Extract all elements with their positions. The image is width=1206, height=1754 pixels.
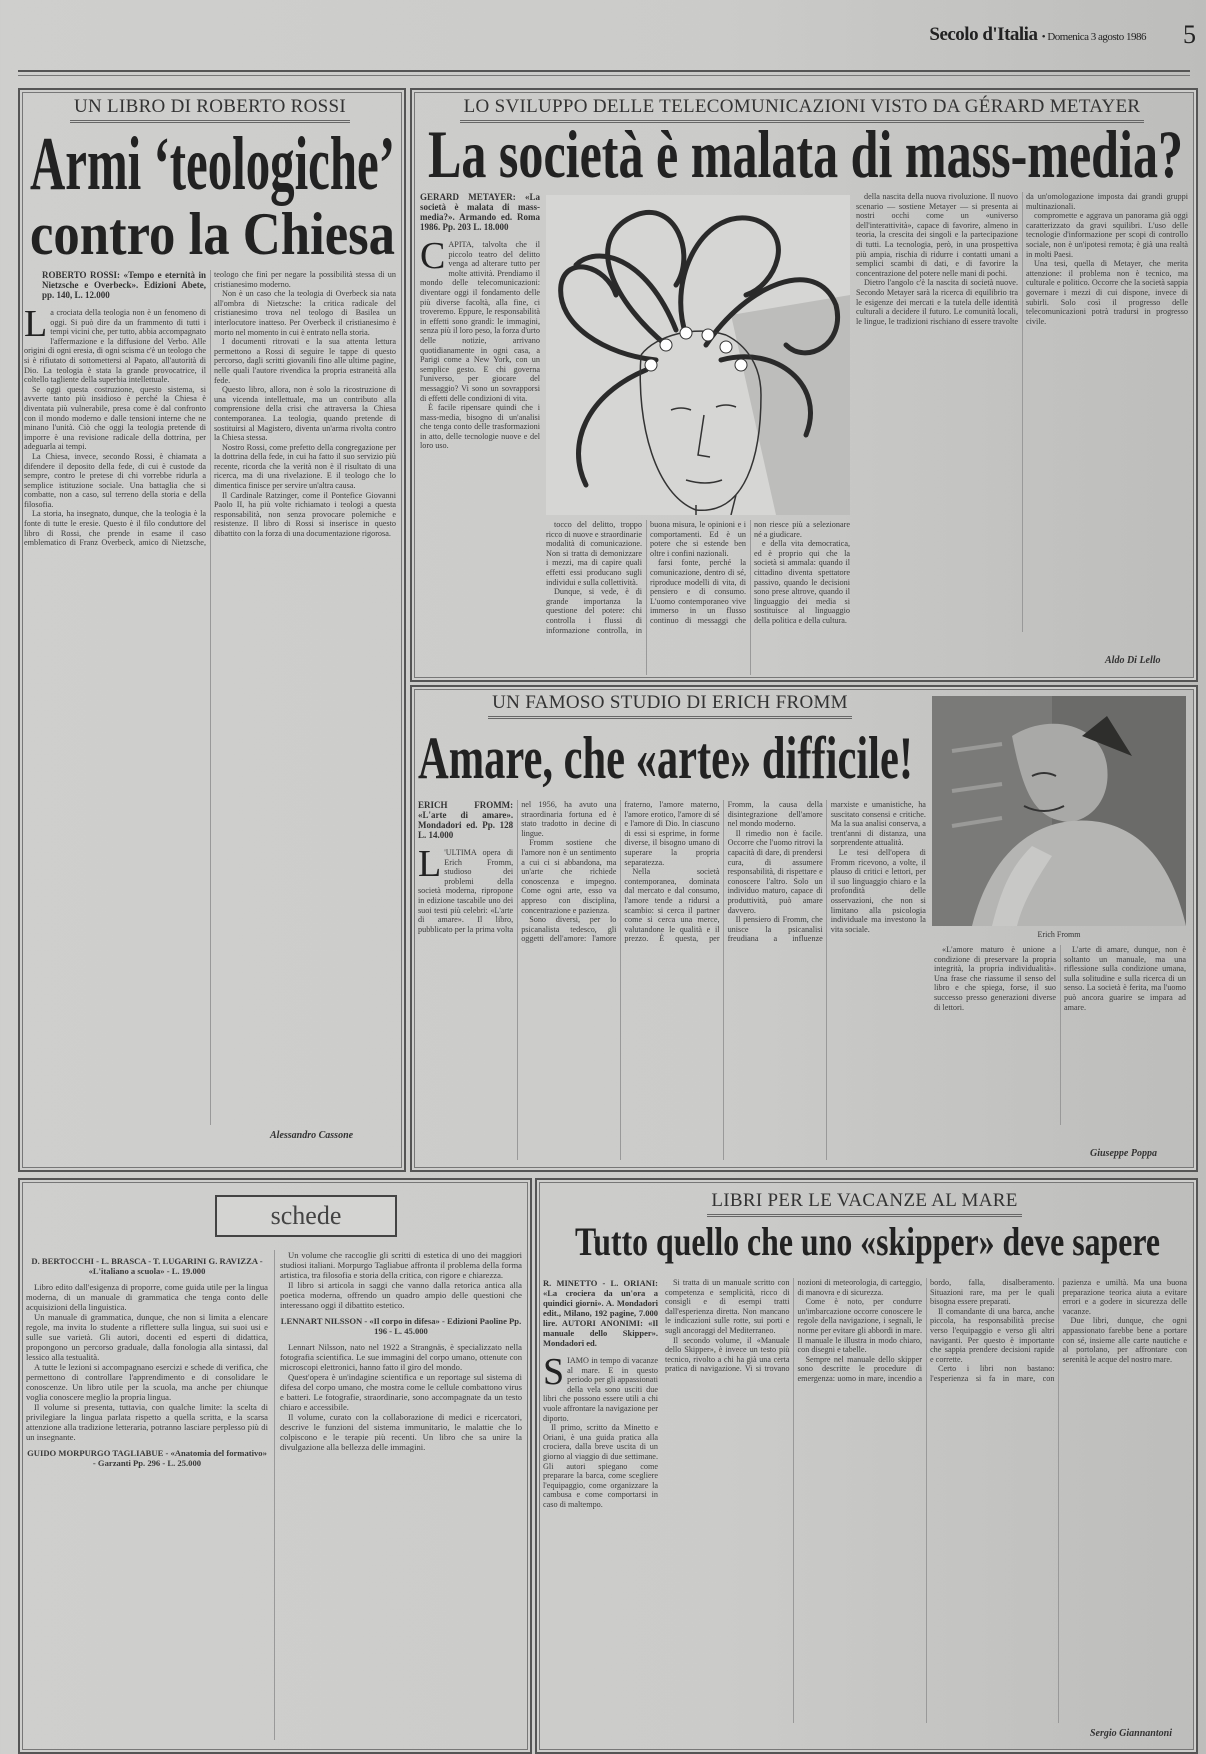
skipper-signature: Sergio Giannantoni (1090, 1728, 1172, 1739)
metayer-kicker: LO SVILUPPO DELLE TELECOMUNICAZIONI VISTO DA GÉRARD METAYER (412, 96, 1192, 118)
metayer-body-right (856, 192, 1188, 632)
paragraph: Nostro Rossi, come prefetto della congregazione per la dottrina della fede, in cui ha fatto il suo servizio più recente, ricorda che la verità non è il risultato di una ricerca, ma di una rivelazione. E il teologo che lo dimentica finisce per servire un'altra causa. (214, 442, 396, 491)
rossi-headline-1: Armi ‘teologiche’ (30, 122, 395, 206)
paragraph: A tutte le lezioni si accompagnano esercizi e schede di verifica, che permettono di controllare l'apprendimento e di consolidare le conoscenze. Un libro utile per la scuola, ma anche per chiunque voglia conoscere meglio la propria lingua. (26, 1362, 268, 1402)
issue-date: • Domenica 3 agosto 1986 (1041, 31, 1146, 43)
paragraph: Libro edito dall'esigenza di proporre, come guida utile per la lingua moderna, di un manuale di grammatica che tenga conto delle acquisizioni della linguistica. (26, 1282, 268, 1312)
rossi-signature: Alessandro Cassone (270, 1130, 354, 1141)
fromm-body-under-photo (934, 945, 1186, 1125)
paragraph: Il volume, curato con la collaborazione di medici e ricercatori, descrive le funzioni del sistema immunitario, le malattie che lo colpiscono e le terapie più recenti. Un libro che sa unire la divulgazione alla bellezza delle immagini. (280, 1412, 522, 1452)
paragraph: Il primo, scritto da Minetto e Oriani, è una guida pratica alla crociera, dalla breve uscita di un giorno al viaggio di due settimane. Gli autori spiegano come preparare la barca, come scegliere l'equipaggio, come organizzare la cambusa e come comportarsi in caso di maltempo. (543, 1423, 658, 1509)
paragraph: Dietro l'angolo c'è la nascita di società nuove. Secondo Metayer sarà la ricerca di equilibrio tra le esigenze dei mercati e la tutela delle identità culturali a decidere il futuro. Le comunità locali, le lingue, le tradizioni rischiano di essere travolte da un'omologazione imposta dai grandi gruppi multinazionali. (856, 192, 1188, 326)
paragraph: Il libro si articola in saggi che vanno dalla retorica antica alla poetica moderna, offrendo un quadro ampio delle questioni che interessano oggi il dibattito estetico. (280, 1280, 522, 1310)
paragraph: Certo i libri non bastano: l'esperienza si fa in mare, con pazienza e umiltà. Ma una buona preparazione teorica aiuta a evitare errori e a godere in sicurezza delle vacanze. (930, 1278, 1187, 1383)
fromm-photo-caption: Erich Fromm (1037, 930, 1081, 939)
fromm-body (418, 800, 926, 1160)
paragraph: «L'amore maturo è unione a condizione di preservare la propria integrità, la propria individualità». Una frase che riassume il senso del libro e che spiega, forse, il suo successo presso generazioni diverse di lettori. (934, 945, 1056, 1012)
paragraph: Non è un caso che la teologia di Overbeck sia nata all'ombra di Nietzsche: la critica radicale del cristianesimo trova nel teologo di Basilea un interlocutore inatteso. Per Overbeck il cristianesimo è morto nel momento in cui è entrato nella storia. (214, 289, 396, 337)
erich-fromm-photo (932, 696, 1186, 926)
paragraph: Lennart Nilsson, nato nel 1922 a Strangnäs, è specializzato nella fotografia scientifica. Le sue immagini del corpo umano, ottenute con microscopi elettronici, hanno fatto il giro del mondo. (280, 1342, 522, 1372)
paragraph: Questo libro, allora, non è solo la ricostruzione di una vicenda intellettuale, ma un contributo alla comprensione della crisi che attraversa la Chiesa contemporanea. La teologia, quando pretende di sostituirsi al Magistero, diventa un'arma rivolta contro la Chiesa stessa. (214, 385, 396, 443)
paragraph: Il pensiero di Fromm, che unisce la psicanalisi freudiana a influenze marxiste e umanistiche, ha suscitato consensi e critiche. Ma la sua analisi conserva, a trent'anni di distanza, una sorprendente attualità. (727, 800, 926, 944)
paragraph: della nascita della nuova rivoluzione. Il nuovo scenario — sostiene Metayer — si presenta ai nostri occhi come un «universo dell'interattività», capace di favorire, almeno in teoria, la crescita dei singoli e la partecipazione di tutti. La tecnologia, però, in una prospettiva più ampia, rischia di ridurre i contatti umani a semplici scambi di dati, e di favorire la concentrazione del potere nelle mani di pochi. (856, 192, 1018, 278)
paragraph: Come è noto, per condurre un'imbarcazione occorre conoscere le regole della navigazione, i segnali, le norme per evitare gli abbordi in mare. Il manuale le illustra in modo chiaro, con disegni e tabelle. (797, 1297, 922, 1355)
paragraph: Si tratta di un manuale scritto con competenza e semplicità, ricco di consigli e di esempi tratti dall'esperienza diretta. Non mancano le indicazioni sulle rotte, sui porti e sugli ancoraggi del Mediterraneo. (665, 1278, 790, 1335)
paragraph: La storia, ha insegnato, dunque, che la teologia è la fonte di tutte le eresie. Questo è il filo conduttore del libro di Rossi, che prende in esame il caso emblematico di Franz Overbeck, amico di Nietzsche, teologo che finì per negare la possibilità stessa di un cristianesimo moderno. (24, 270, 396, 548)
schede-book-info: LENNART NILSSON - «Il corpo in difesa» - Edizioni Paoline Pp. 196 - L. 45.000 (280, 1316, 522, 1336)
paragraph: Le tesi dell'opera di Fromm ricevono, a volte, il plauso di critici e lettori, per il suo linguaggio chiaro e la profondità delle osservazioni, che non si limitano alla psicologia individuale ma investono la vita sociale. (830, 847, 926, 934)
drop-cap: C (420, 235, 446, 277)
mass-media-illustration (546, 195, 850, 515)
paragraph: Dunque, si vede, è di grande importanza la questione del potere: chi controlla i flussi di informazione controlla, in buona misura, le opinioni e i comportamenti. Ed è un potere che si estende ben oltre i confini nazionali. (546, 520, 746, 635)
header-rule (18, 70, 1190, 76)
schede-book-info: D. BERTOCCHI - L. BRASCA - T. LUGARINI G. RAVIZZA - «L'italiano a scuola» - L. 19.000 (31, 1256, 263, 1276)
skipper-body (665, 1278, 1187, 1723)
paragraph: Nella società contemporanea, dominata dal mercato e dal consumo, l'amore tende a ridursi a scambio: si cerca il partner come si cerca una merce, valutandone le qualità e il prezzo. È questa, per Fromm, la causa della disintegrazione dell'amore nel mondo moderno. (624, 800, 823, 944)
skipper-book-info: R. MINETTO - L. ORIANI: «La crociera da un'ora a quindici giorni». A. Mondadori edit., Milano, 192 pagine, 7.000 lire. AUTORI ANONIMI: «Il manuale dello Skipper». Mondadori ed. (543, 1278, 658, 1348)
drop-cap: L (24, 303, 48, 345)
paragraph: L 'ULTIMA opera di Erich Fromm, studioso dei problemi della società moderna, ripropone in edizione tascabile uno dei suoi testi più celebri: «L'arte di amare». Il libro, pubblicato per la prima volta nel 1956, ha avuto una straordinaria fortuna ed è stato tradotto in decine di lingue. (418, 800, 617, 934)
paragraph: compromette e aggrava un panorama già oggi caratterizzato da gravi squilibri. L'uso delle tecnologie d'informazione per scopi di controllo sociale, non è un'ipotesi remota; è già una realtà in molti Paesi. (1026, 211, 1188, 259)
paragraph: Sempre nel manuale dello skipper sono descritte le procedure di emergenza: uomo in mare, incendio a bordo, falla, disalberamento. Situazioni rare, ma per le quali bisogna essere preparati. (797, 1278, 1055, 1383)
paragraph: Sono diversi, per lo psicanalista tedesco, gli oggetti dell'amore: l'amore fraterno, l'amore materno, l'amore erotico, l'amore di sé e l'amore di Dio. In ciascuno di essi si esprime, in forme diverse, il bisogno umano di superare la propria separatezza. (521, 800, 720, 944)
skipper-kicker: LIBRI PER LE VACANZE AL MARE (537, 1190, 1192, 1212)
paragraph: Il comandante di una barca, anche piccola, ha responsabilità precise verso l'equipaggio e verso gli altri naviganti. Per questo è importante che sappia prendere decisioni rapide e corrette. (930, 1306, 1055, 1364)
paragraph: I documenti ritrovati e la sua attenta lettura permettono a Rossi di seguire le tappe di questo percorso, dagli scritti giovanili fino alle ultime pagine, nelle quali l'autore rivendica la propria estraneità alla fede. (214, 337, 396, 385)
paragraph: L'arte di amare, dunque, non è soltanto un manuale, ma una riflessione sulla condizione umana, sulla solitudine e sulla ricerca di un senso. La società è ferita, ma l'uomo può ancora guarire se impara ad amare. (1064, 945, 1186, 1012)
paragraph: Una tesi, quella di Metayer, che merita attenzione: il problema non è tecnico, ma culturale e politico. Occorre che la società sappia governare i mezzi di cui dispone, invece di subirli. Solo così il progresso delle telecomunicazioni potrà tradursi in progresso civile. (1026, 259, 1188, 326)
metayer-book-info: GERARD METAYER: «La società è malata di mass-media?». Armando ed. Roma 1986. Pp. 203 L. 18.000 (420, 192, 540, 232)
fromm-kicker: UN FAMOSO STUDIO DI ERICH FROMM (412, 692, 928, 714)
metayer-body-left (420, 192, 540, 675)
schede-title: schede (215, 1195, 397, 1237)
paragraph: tocco del delitto, troppo ricco di nuove e straordinarie modalità di comunicazione. Non si tratta di demonizzare i mezzi, ma di capire quali effetti essi producano sugli individui e sulla collettività. (546, 520, 642, 587)
paragraph: Il secondo volume, il «Manuale dello Skipper», è invece un testo più tecnico, rivolto a chi ha già una certa pratica di navigazione. Vi si trovano nozioni di meteorologia, di carteggio, di manovra e di sicurezza. (665, 1278, 922, 1374)
fromm-book-info: ERICH FROMM: «L'arte di amare». Mondadori ed. Pp. 128 L. 14.000 (418, 800, 514, 840)
paragraph: Fromm sostiene che l'amore non è un sentimento a cui ci si abbandona, ma un'arte che richiede conoscenza e impegno. Come ogni arte, esso va appreso con disciplina, concentrazione e pazienza. (521, 838, 617, 915)
metayer-body-bottom (546, 520, 850, 675)
paragraph: Il rimedio non è facile. Occorre che l'uomo ritrovi la capacità di dare, di prendersi cura, di assumere responsabilità, di rispettare e conoscere l'altro. Solo un individuo maturo, capace di produttività, può amare davvero. (727, 828, 823, 915)
paragraph: Quest'opera è un'indagine scientifica e un reportage sul sistema di difesa del corpo umano, che mostra come le cellule combattono virus e batteri. Le fotografie, straordinarie, sono accompagnate da un testo chiaro e accessibile. (280, 1372, 522, 1412)
page-number: 5 (1183, 20, 1196, 49)
paragraph: La crociata della teologia non è un fenomeno di oggi. Si può dire da un frammento di tutti i tempi vicini che, per tutto, abbia accompagnato l'affermazione e la diffusione del Verbo. Alle origini di ogni eresia, di ogni scisma c'è un teologo che si è rifiutato di sottomettersi al Papato, all'autorità di Dio. La teologia è stata la grande provocatrice, il coltello tagliente della superbia intellettuale. (24, 303, 206, 385)
paragraph: La Chiesa, invece, secondo Rossi, è chiamata a difendere il deposito della fede, di cui è custode da sempre, contro le pretese di chi vorrebbe ridurla a semplice istituzione sociale. Una battaglia che si combatte, non a caso, sul terreno della storia e della filosofia. (24, 451, 206, 509)
masthead (929, 24, 1146, 46)
rossi-kicker: UN LIBRO DI ROBERTO ROSSI (20, 96, 400, 118)
newspaper-name: Secolo d'Italia (929, 24, 1038, 45)
schede-body (26, 1250, 522, 1740)
drop-cap: S (543, 1351, 565, 1393)
rossi-body (24, 270, 396, 1125)
rossi-book-info: ROBERTO ROSSI: «Tempo e eternità in Nietzsche e Overbeck». Edizioni Abete, pp. 140, L. 12.000 (42, 270, 206, 300)
fromm-signature: Giuseppe Poppa (1090, 1148, 1157, 1159)
skipper-headline: Tutto quello che uno «skipper» deve sapere (575, 1219, 1160, 1264)
paragraph: È facile ripensare quindi che i mass-media, bisogno di un'analisi che tenga conto delle trasformazioni in atto, delle tecnologie nuove e del loro uso. (420, 403, 540, 451)
rossi-headline-2: contro la Chiesa (30, 201, 395, 267)
paragraph: Un volume che raccoglie gli scritti di estetica di uno dei maggiori studiosi italiani. Morpurgo Tagliabue affronta il problema della forma artistica, tra filosofia e storia della critica, con rigore e chiarezza. (280, 1250, 522, 1280)
paragraph: Un manuale di grammatica, dunque, che non si limita a elencare regole, ma invita lo studente a riflettere sulla lingua, sui suoi usi e sulle sue varietà. Gli autori, docenti ed esperti di didattica, propongono un percorso graduale, dalla fonologia alla sintassi, dal lessico alla testualità. (26, 1312, 268, 1362)
paragraph: CAPITA, talvolta che il piccolo teatro del delitto venga ad alterare tutto per molte attività. Prendiamo il mondo delle telecomunicazioni: diventare oggi il fondamento delle più diverse facoltà, alla fine, ci troveremo. Eppure, le responsabilità in effetti sono grandi: le immagini, senza più il loro peso, la forza d'urto delle notizie, arrivano quotidianamente in ogni casa, a Parigi come a New York, con un semplice gesto. E chi governa l'universo, per giocare del messaggio? Vi sono un sovrapporsi di effetti delle condizioni di vita. (420, 235, 540, 403)
paragraph: e della vita democratica, ed è proprio qui che la società si ammala: quando il cittadino diventa spettatore passivo, quando le decisioni sono prese altrove, quando il linguaggio dei media si sostituisce al linguaggio della politica e della cultura. (754, 539, 850, 625)
schede-book-info: GUIDO MORPURGO TAGLIABUE - «Anatomia del formativo» - Garzanti Pp. 296 - L. 25.000 (27, 1448, 267, 1468)
paragraph: Due libri, dunque, che ogni appassionato farebbe bene a portare con sé, insieme alle carte nautiche e al portolano, per affrontare con serenità le acque del nostro mare. (1062, 1316, 1187, 1364)
paragraph: Il volume si presenta, tuttavia, con qualche limite: la scelta di privilegiare la lingua parlata rispetto a quella scritta, e la scarsa attenzione alla tradizione letteraria, potranno lasciare perplesso più di un insegnante. (26, 1402, 268, 1442)
metayer-headline: La società è malata di mass-media? (428, 116, 1183, 192)
metayer-signature: Aldo Di Lello (1105, 655, 1161, 666)
paragraph: farsi fonte, perché la comunicazione, dentro di sé, riproduce modelli di vita, di pensiero e di consumo. L'uomo contemporaneo vive immerso in un flusso continuo di messaggi che non riesce più a selezionare né a giudicare. (650, 520, 850, 625)
paragraph: Il Cardinale Ratzinger, come il Pontefice Giovanni Paolo II, ha più volte richiamato i teologi a questa responsabilità, non senza provocare polemiche e resistenze. Il libro di Rossi si inserisce in questo dibattito con la forza di una documentazione rigorosa. (214, 490, 396, 539)
paragraph: Se oggi questa costruzione, questo sistema, si avverte tanto più insidioso è perché la Chiesa è diventata più vulnerabile, presa come è dal confronto con il mondo moderno e dalle tensioni interne che ne minano l'unità. Ciò che oggi la teologia pretende di imporre è una revisione radicale della dottrina, per adeguarla ai tempi. (24, 384, 206, 452)
drop-cap: L (418, 843, 442, 885)
skipper-body-first (543, 1278, 658, 1740)
paragraph: SIAMO in tempo di vacanze al mare. E in questo periodo per gli appassionati della vela sono usciti due libri che possono essere utili a chi vuole affrontare la navigazione per diporto. (543, 1351, 658, 1423)
fromm-headline: Amare, che «arte» difficile! (418, 725, 913, 791)
